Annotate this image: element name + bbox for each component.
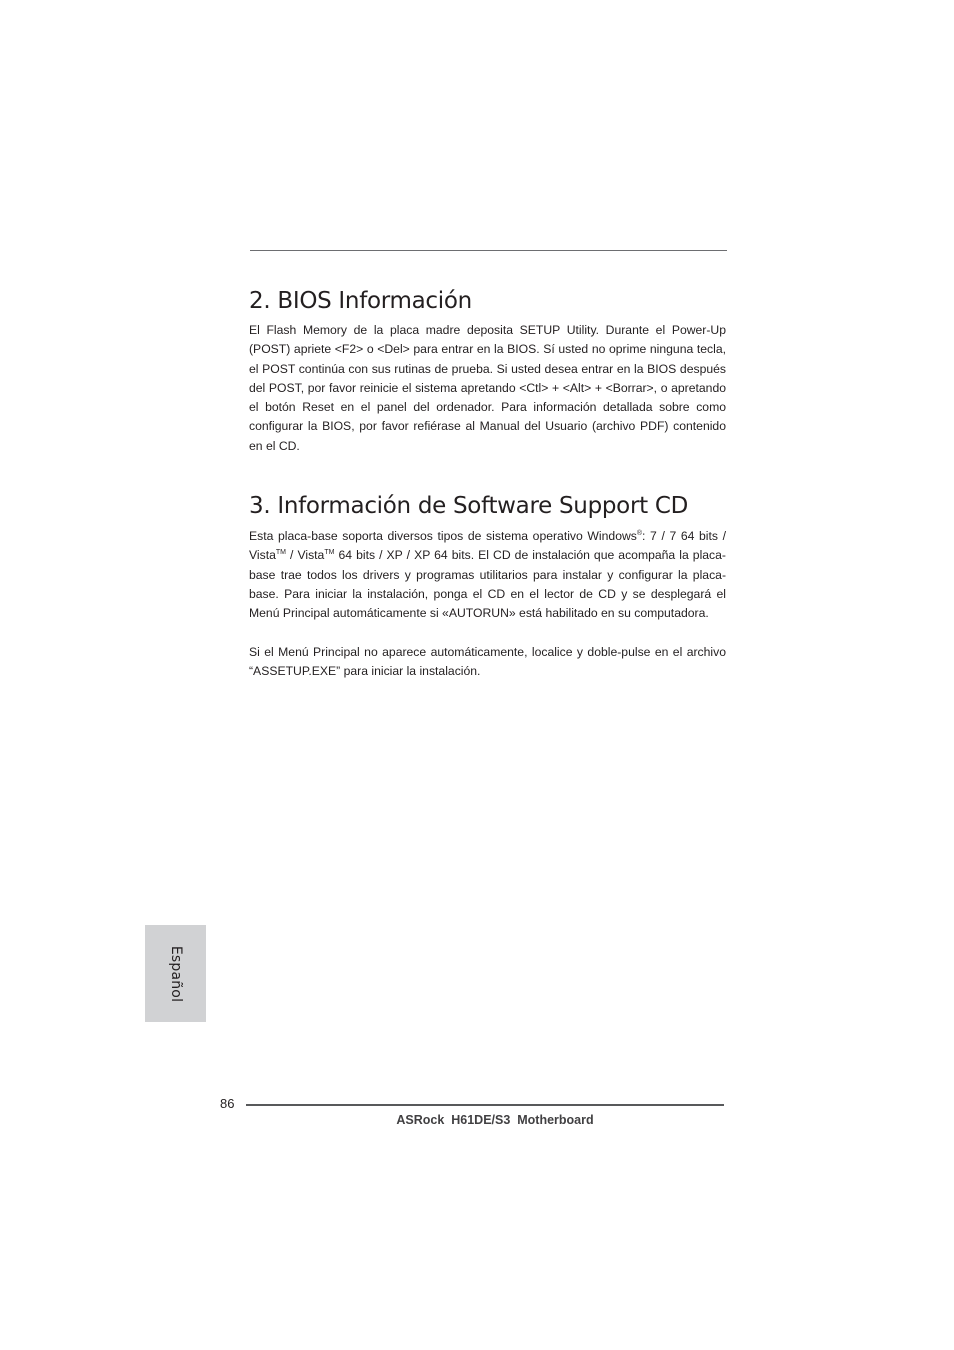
- language-tab-label: Español: [167, 945, 184, 1002]
- top-divider: [250, 250, 727, 251]
- language-side-tab: [145, 925, 206, 1022]
- registered-mark: ®: [636, 530, 643, 537]
- footer-product-title: ASRock H61DE/S3 Motherboard: [396, 1113, 594, 1127]
- install-instructions-text: 64 bits / XP / XP 64 bits. El CD de instalación que acompaña la placa-base trae todos los drivers y programas utilitarios para instalar y configurar la placa-base. Para iniciar la instalación, ponga el CD en el lector de CD y se desplegará el Menú Principal automáticamente si «AUTORUN» está habilitado en su computadora.: [249, 548, 726, 621]
- support-cd-paragraph-2: Si el Menú Principal no aparece automáticamente, localice y doble-pulse en el archivo “ASSETUP.EXE” para iniciar la instalación.: [249, 645, 726, 679]
- support-cd-paragraph-1: [249, 527, 726, 623]
- os-intro-text: Esta placa-base soporta diversos tipos de sistema operativo Windows: [249, 529, 637, 543]
- footer-divider: [246, 1104, 724, 1106]
- trademark-mark-2: TM: [324, 549, 335, 557]
- os-list-text-2: / Vista: [285, 548, 325, 563]
- trademark-mark: TM: [275, 549, 286, 557]
- section-title-bios: 2. BIOS Información: [249, 288, 472, 314]
- section-title-support-cd: 3. Información de Software Support CD: [249, 493, 688, 519]
- os-list-text: : 7 / 7 64 bits / Vista: [249, 529, 726, 563]
- page-number: 86: [220, 1096, 235, 1111]
- bios-paragraph: El Flash Memory de la placa madre deposita SETUP Utility. Durante el Power-Up (POST) apriete <F2> o <Del> para entrar en la BIOS. Sí usted no oprime ninguna tecla, el POST continúa con sus rutinas de prueba. Si usted desea entrar en la BIOS después del POST, por favor reinicie el sistema apretando <Ctl> + <Alt> + <Borrar>, o apretando el botón Reset en el panel del ordenador. Para información detallada sobre como configurar la BIOS, por favor refiérase al Manual del Usuario (archivo PDF) contenido en el CD.: [249, 323, 726, 453]
